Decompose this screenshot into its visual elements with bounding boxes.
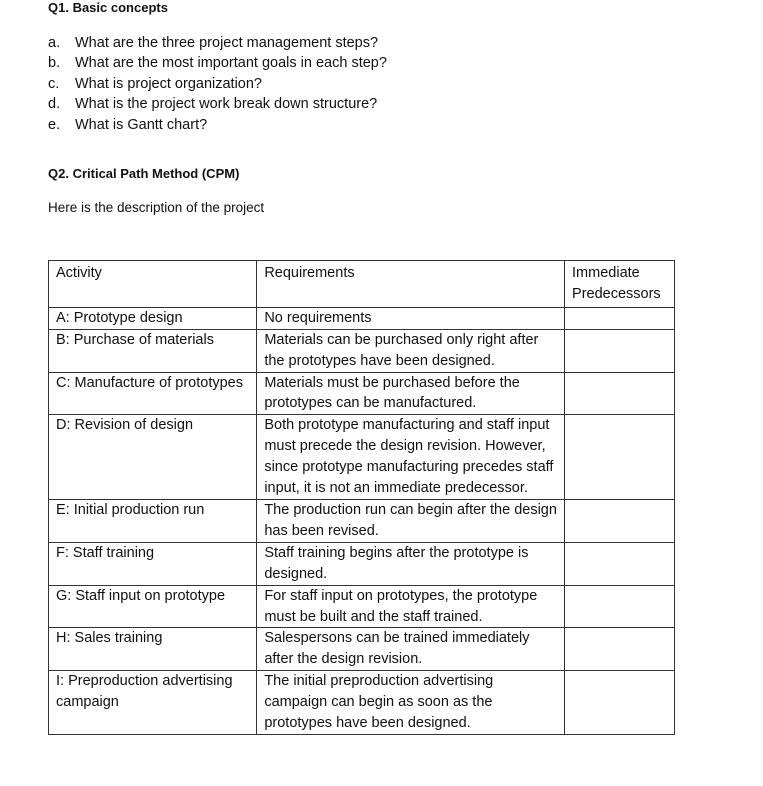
question-item: d. What is the project work break down structure?	[48, 96, 378, 113]
table-row	[49, 499, 675, 542]
predecessor-cell[interactable]	[565, 499, 675, 542]
requirement-cell: Salespersons can be trained immediately after the design revision.	[257, 628, 565, 671]
activity-cell: G: Staff input on prototype	[49, 585, 257, 628]
header-requirements: Requirements	[257, 261, 565, 308]
header-predecessors: Immediate Predecessors	[565, 261, 675, 308]
predecessor-cell[interactable]	[565, 307, 675, 329]
requirement-cell: The initial preproduction advertising campaign can begin as soon as the prototypes have been designed.	[257, 671, 565, 735]
activity-cell: C: Manufacture of prototypes	[49, 372, 257, 415]
requirement-cell: The production run can begin after the design has been revised.	[257, 499, 565, 542]
requirement-cell: Staff training begins after the prototype is designed.	[257, 542, 565, 585]
predecessor-cell[interactable]	[565, 329, 675, 372]
activity-cell: F: Staff training	[49, 542, 257, 585]
requirement-cell: Both prototype manufacturing and staff input must precede the design revision. However, since prototype manufacturing precedes staff input, it is not an immediate predecessor.	[257, 415, 565, 500]
q2-intro: Here is the description of the project	[48, 200, 265, 215]
predecessor-cell[interactable]	[565, 585, 675, 628]
predecessor-cell[interactable]	[565, 628, 675, 671]
question-item: c. What is project organization?	[48, 75, 262, 92]
table-row	[49, 628, 675, 671]
predecessor-cell[interactable]	[565, 542, 675, 585]
requirement-cell: Materials must be purchased before the prototypes can be manufactured.	[257, 372, 565, 415]
question-item: e. What is Gantt chart?	[48, 116, 208, 133]
activity-cell: E: Initial production run	[49, 499, 257, 542]
requirement-cell: Materials can be purchased only right after the prototypes have been designed.	[257, 329, 565, 372]
activity-cell: I: Preproduction advertising campaign	[49, 671, 257, 735]
q1-question-list	[48, 33, 387, 135]
q1-title: Q1. Basic concepts	[48, 0, 168, 15]
table-header-row	[49, 261, 675, 308]
activity-cell: D: Revision of design	[49, 415, 257, 500]
activity-cell: A: Prototype design	[49, 307, 257, 329]
activity-cell: H: Sales training	[49, 628, 257, 671]
requirement-cell: No requirements	[257, 307, 565, 329]
table-row	[49, 585, 675, 628]
table-row	[49, 329, 675, 372]
cpm-activity-table	[48, 260, 675, 735]
requirement-cell: For staff input on prototypes, the prototype must be built and the staff trained.	[257, 585, 565, 628]
activity-cell: B: Purchase of materials	[49, 329, 257, 372]
header-activity: Activity	[49, 261, 257, 308]
predecessor-cell[interactable]	[565, 671, 675, 735]
predecessor-cell[interactable]	[565, 372, 675, 415]
q2-title: Q2. Critical Path Method (CPM)	[48, 166, 240, 181]
question-item: b. What are the most important goals in each step?	[48, 55, 387, 72]
table-row	[49, 415, 675, 500]
table-row	[49, 671, 675, 735]
table-row	[49, 372, 675, 415]
table-row	[49, 542, 675, 585]
predecessor-cell[interactable]	[565, 415, 675, 500]
question-item: a. What are the three project management steps?	[48, 35, 379, 51]
table-row	[49, 307, 675, 329]
